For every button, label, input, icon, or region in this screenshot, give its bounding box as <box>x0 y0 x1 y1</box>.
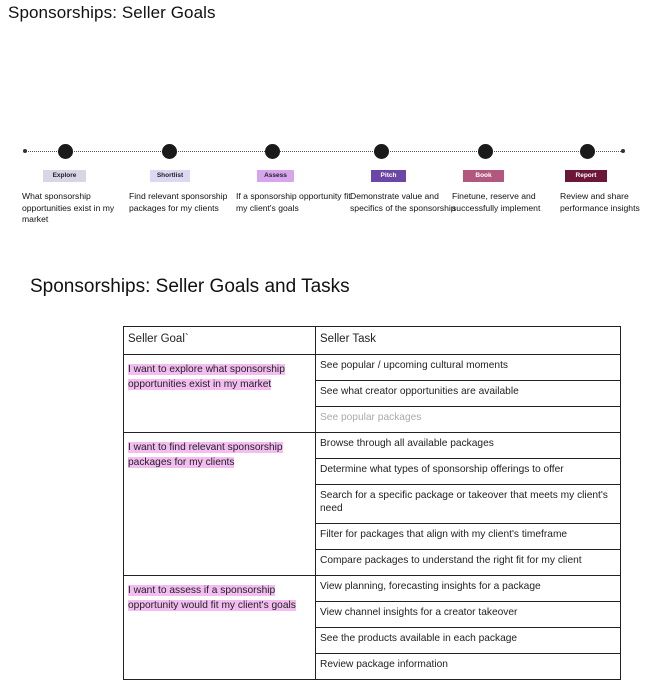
stage-tag: Explore <box>43 170 86 182</box>
column-header-task: Seller Task <box>316 327 621 355</box>
seller-task-cell: See what creator opportunities are available <box>316 381 621 407</box>
stage-description: Review and share performance insights <box>560 191 640 213</box>
seller-task-cell: Search for a specific package or takeover that meets my client's need <box>316 485 621 524</box>
table-row <box>124 433 621 459</box>
seller-task-cell: See the products available in each package <box>316 628 621 654</box>
seller-goal-cell <box>124 576 316 680</box>
stage-tag: Shortlist <box>150 170 190 182</box>
section-title: Sponsorships: Seller Goals and Tasks <box>30 276 350 297</box>
seller-task-cell: View channel insights for a creator takeover <box>316 602 621 628</box>
seller-task-cell: Determine what types of sponsorship offerings to offer <box>316 459 621 485</box>
seller-task-cell: Compare packages to understand the right fit for my client <box>316 550 621 576</box>
page-title: Sponsorships: Seller Goals <box>8 3 216 22</box>
table-row <box>124 355 621 381</box>
timeline-start-dot <box>23 149 27 153</box>
stage-description: What sponsorship opportunities exist in my market <box>22 191 115 224</box>
stage-description: If a sponsorship opportunity fit my client's goals <box>236 191 351 213</box>
seller-goal-cell <box>124 355 316 433</box>
stage-tag: Assess <box>257 170 294 182</box>
stage-dot <box>162 144 177 159</box>
timeline-end-dot <box>621 149 625 153</box>
stage-tag: Pitch <box>371 170 406 182</box>
stage-tag: Book <box>463 170 504 182</box>
stage-tag: Report <box>565 170 607 182</box>
seller-goal-text: I want to explore what sponsorship opportunities exist in my market <box>128 364 285 390</box>
seller-task-cell: See popular packages <box>316 407 621 433</box>
seller-task-cell: Browse through all available packages <box>316 433 621 459</box>
seller-task-cell: View planning, forecasting insights for a package <box>316 576 621 602</box>
timeline-line <box>25 151 623 152</box>
table-header-row <box>124 327 621 355</box>
seller-task-cell: Filter for packages that align with my client's timeframe <box>316 524 621 550</box>
stage-dot <box>58 144 73 159</box>
stage-dot <box>374 144 389 159</box>
stage-dot <box>478 144 493 159</box>
seller-task-cell: Review package information <box>316 654 621 680</box>
goals-tasks-table <box>123 326 621 680</box>
seller-task-cell: See popular / upcoming cultural moments <box>316 355 621 381</box>
column-header-goal: Seller Goal` <box>124 327 316 355</box>
stage-dot <box>580 144 595 159</box>
stage-dot <box>265 144 280 159</box>
stage-description: Demonstrate value and specifics of the sponsorship <box>350 191 456 213</box>
seller-goal-text: I want to find relevant sponsorship packages for my clients <box>128 442 283 468</box>
stage-description: Find relevant sponsorship packages for my clients <box>129 191 228 213</box>
seller-goal-cell <box>124 433 316 576</box>
stage-description: Finetune, reserve and successfully implement <box>452 191 541 213</box>
table-row <box>124 576 621 602</box>
seller-goal-text: I want to assess if a sponsorship opportunity would fit my client's goals <box>128 585 296 611</box>
